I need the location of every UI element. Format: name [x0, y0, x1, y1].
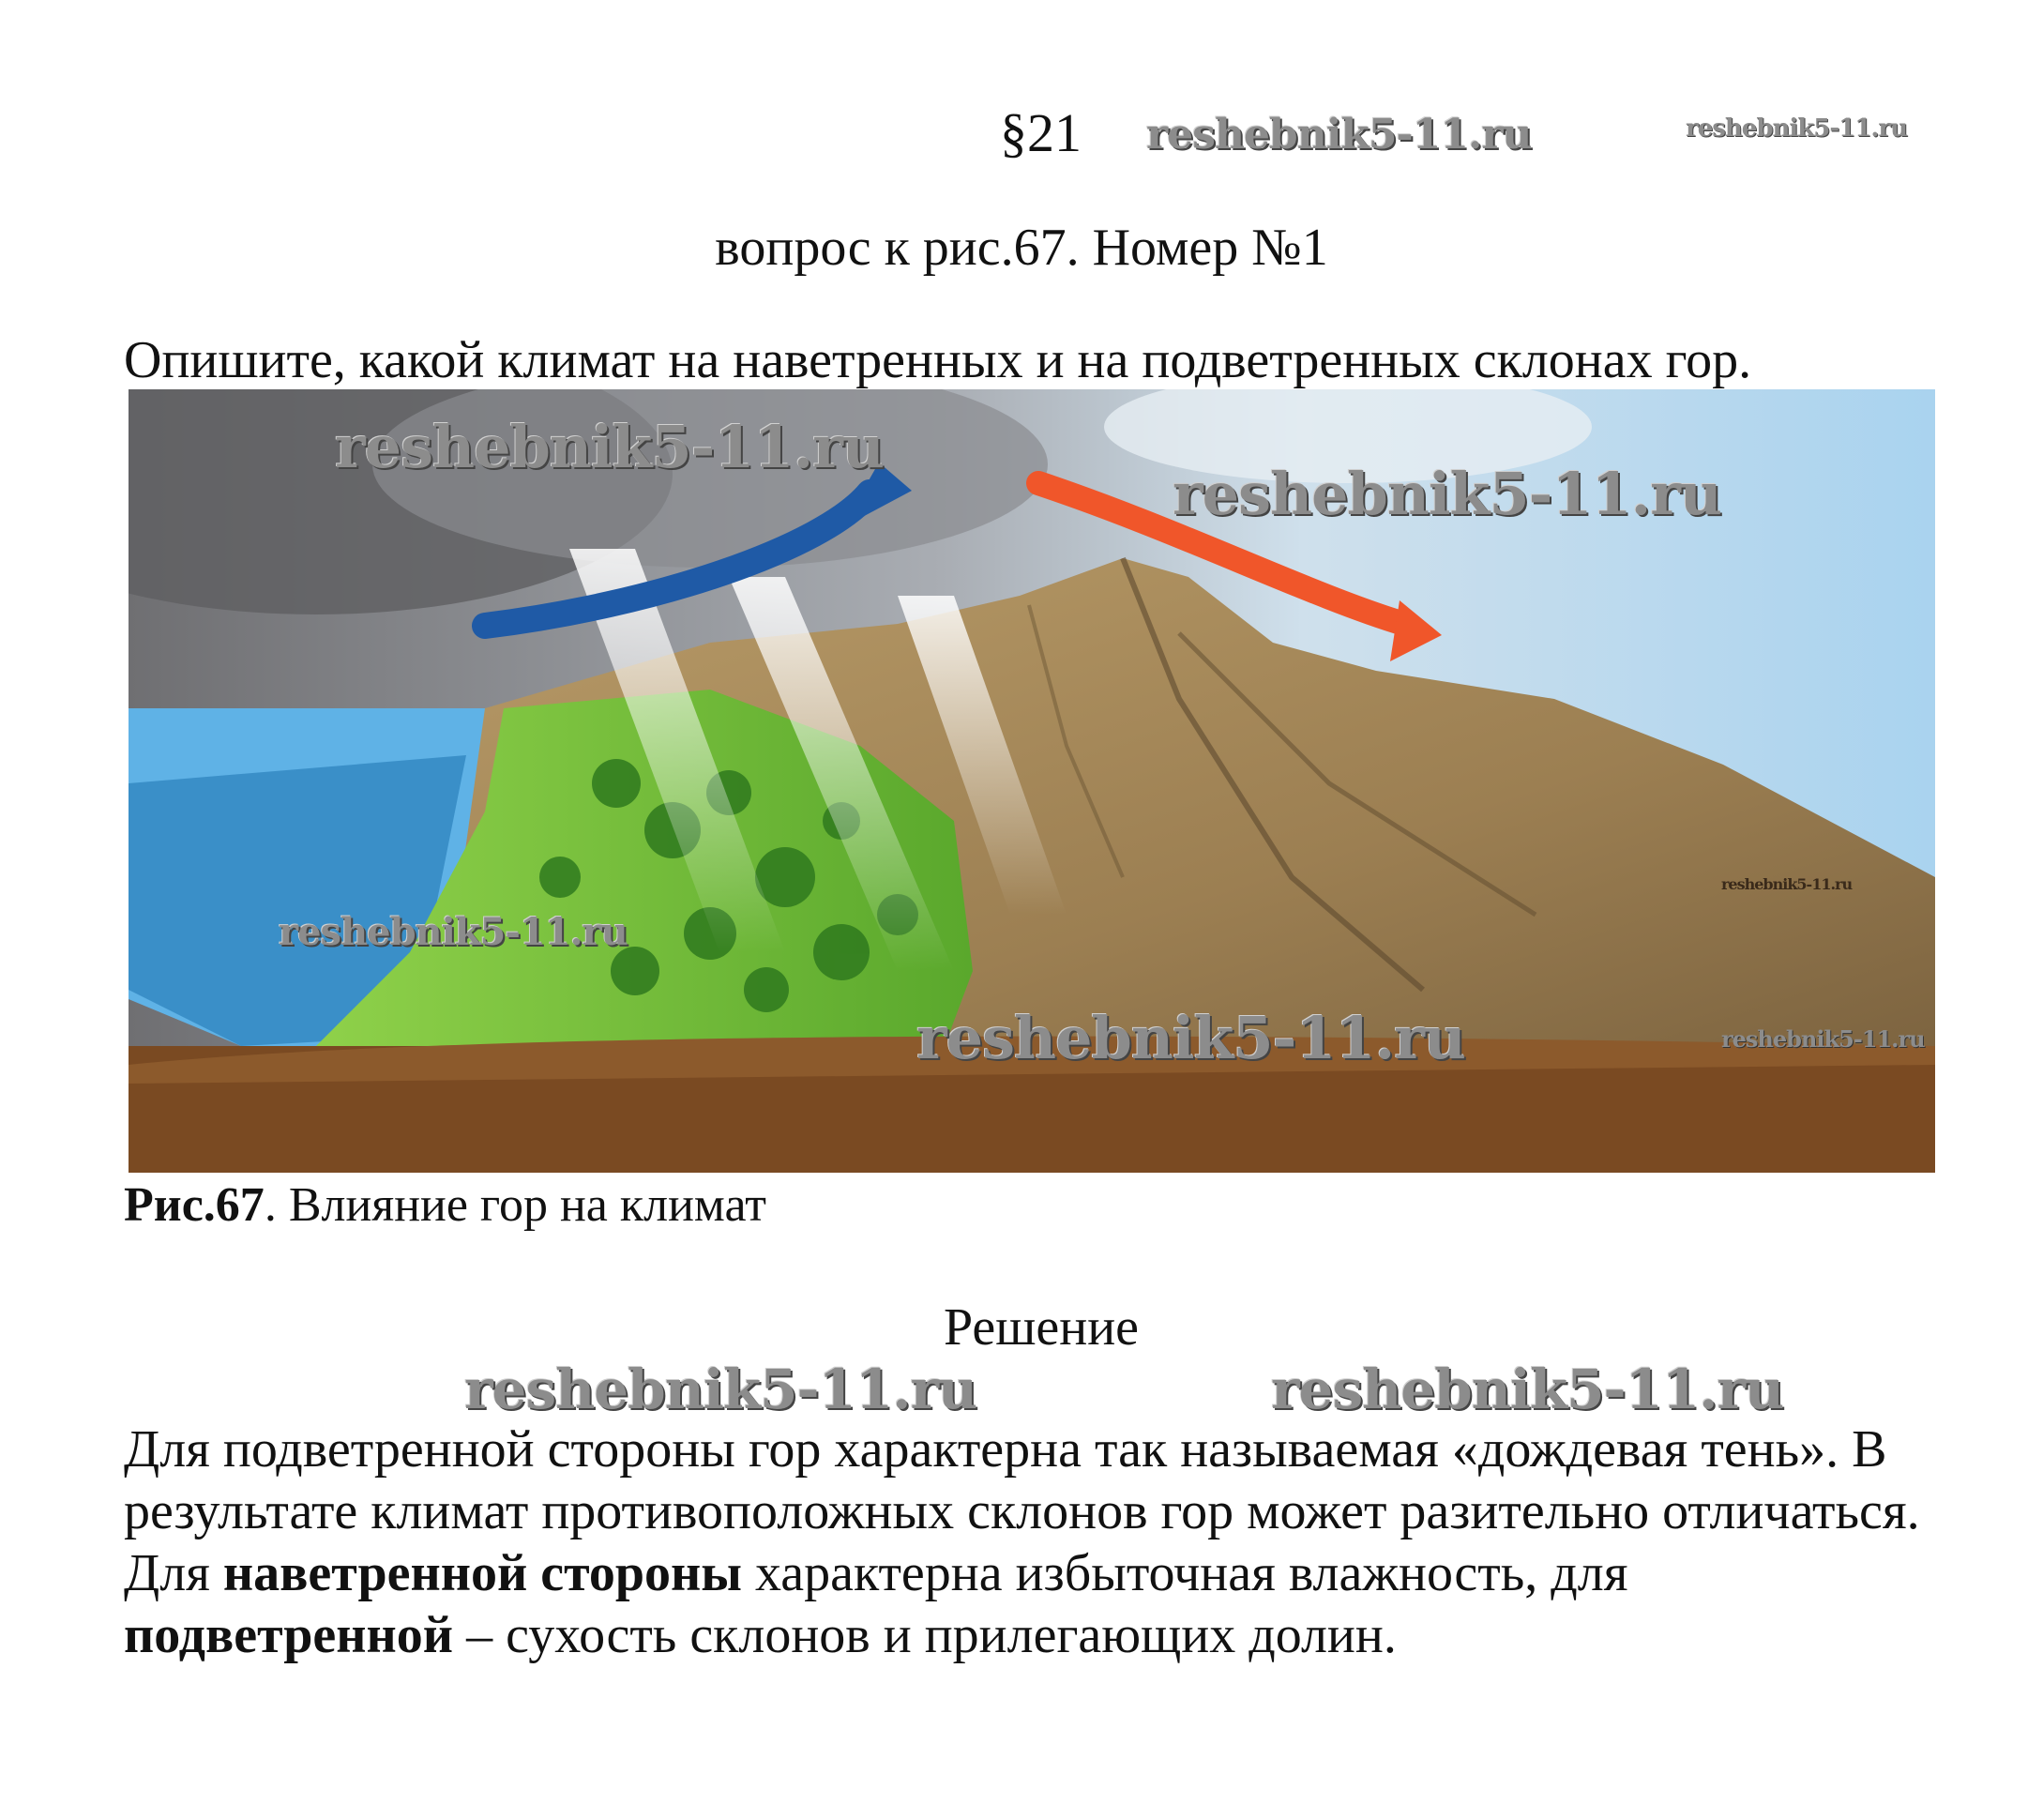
leeward-side-term: подветренной — [124, 1606, 454, 1664]
header-watermark-small: reshebnik5-11.ru — [1686, 114, 1908, 143]
figure-mountain-climate — [129, 389, 1935, 1173]
question-text: Опишите, какой климат на наветренных и на подветренных склонах гор. — [124, 331, 1752, 389]
header-watermark: reshebnik5-11.ru — [1146, 111, 1532, 159]
figure-caption — [124, 1177, 766, 1233]
solution-watermark-left: reshebnik5-11.ru — [464, 1357, 977, 1421]
figure-watermark-5: reshebnik5-11.ru — [1721, 875, 1853, 893]
solution-text-part-3: – сухость склонов и прилегающих долин. — [453, 1606, 1397, 1664]
solution-text — [124, 1418, 1962, 1666]
figure-watermark-1: reshebnik5-11.ru — [335, 413, 884, 481]
figure-watermark-2: reshebnik5-11.ru — [1173, 460, 1721, 528]
caption-text: . Влияние гор на климат — [264, 1178, 766, 1232]
caption-label: Рис.67 — [124, 1178, 265, 1232]
solution-watermark-right: reshebnik5-11.ru — [1271, 1357, 1784, 1421]
paragraph-number: §21 — [1000, 102, 1082, 163]
question-title: вопрос к рис.67. Номер №1 — [715, 219, 1328, 277]
figure-watermark-4: reshebnik5-11.ru — [916, 1004, 1465, 1072]
solution-text-part-1: Для подветренной стороны гор характерна так называемая «дождевая тень». В результате климат противоположных склонов гор может разительно отличаться. Для — [124, 1420, 1920, 1602]
windward-side-term: наветренной стороны — [222, 1544, 743, 1602]
solution-text-part-2: характерна избыточная влажность, для — [742, 1544, 1628, 1602]
solution-title: Решение — [943, 1298, 1140, 1357]
figure-watermark-3: reshebnik5-11.ru — [279, 910, 628, 954]
figure-watermark-6: reshebnik5-11.ru — [1721, 1025, 1925, 1053]
